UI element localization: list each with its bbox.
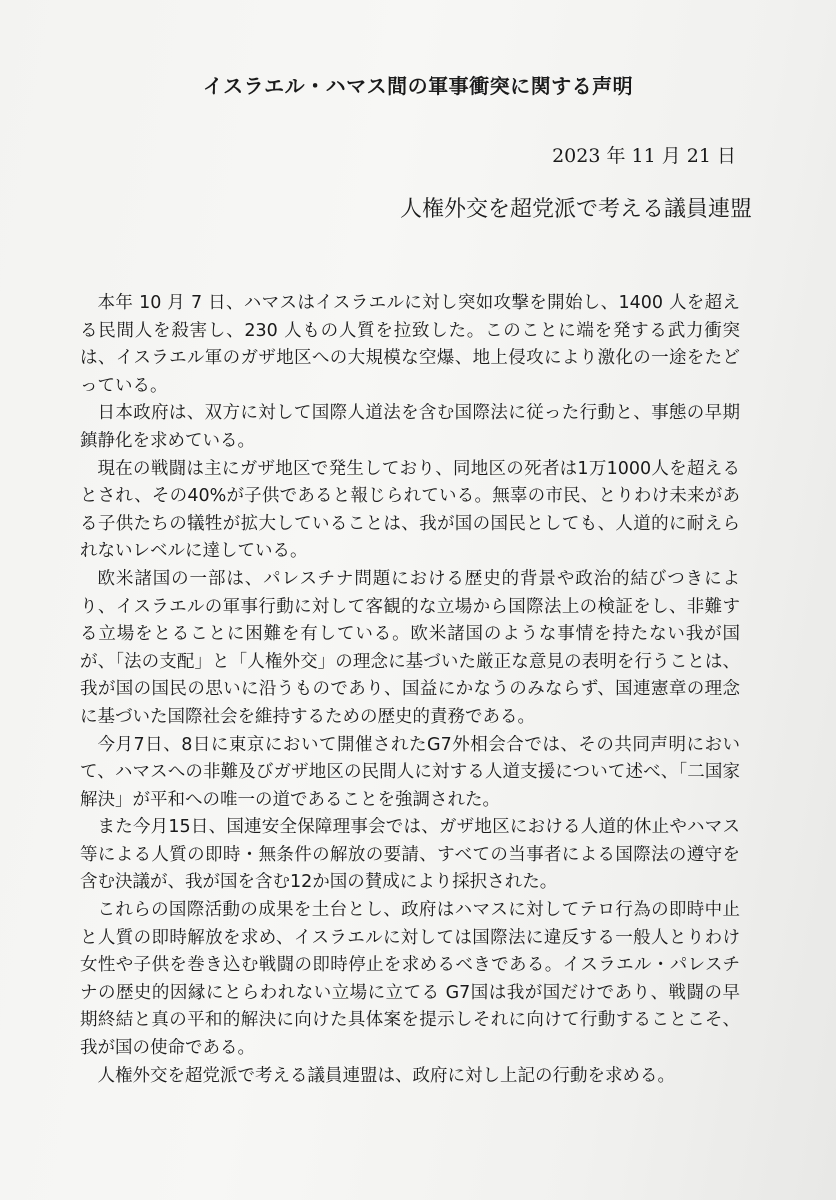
- document-date: 2023 年 11 月 21 日: [552, 145, 736, 167]
- paragraph: 今月7日、8日に東京において開催されたG7外相会合では、その共同声明において、ハマスへの非難及びガザ地区の民間人に対する人道支援について述べ、「二国家解決」が平和への唯一の道であることを強調された。: [80, 734, 740, 810]
- issuing-organization: 人権外交を超党派で考える議員連盟: [399, 197, 752, 222]
- paragraph: また今月15日、国連安全保障理事会では、ガザ地区における人道的休止やハマス等による人質の即時・無条件の解放の要請、すべての当事者による国際法の遵守を含む決議が、我が国を含む12か国の賛成により採択された。: [80, 817, 740, 893]
- document-title: イスラエル・ハマス間の軍事衝突に関する声明: [202, 74, 634, 98]
- paragraph: 本年 10 月 7 日、ハマスはイスラエルに対し突如攻撃を開始し、1400 人を超える民間人を殺害し、230 人もの人質を拉致した。このことに端を発する武力衝突は、イスラエル軍のガザ地区への大規模な空爆、地上侵攻により激化の一途をたどっている。: [80, 293, 740, 396]
- paragraph: 欧米諸国の一部は、パレスチナ問題における歴史的背景や政治的結びつきにより、イスラエルの軍事行動に対して客観的な立場から国際法上の検証をし、非難する立場をとることに困難を有している。欧米諸国のような事情を持たない我が国が、「法の支配」と「人権外交」の理念に基づいた厳正な意見の表明を行うことは、我が国の国民の思いに沿うものであり、国益にかなうのみならず、国連憲章の理念に基づいた国際社会を維持するための歴史的責務である。: [80, 568, 740, 727]
- paragraph: 現在の戦闘は主にガザ地区で発生しており、同地区の死者は1万1000人を超えるとされ、その40%が子供であると報じられている。無辜の市民、とりわけ未来がある子供たちの犠牲が拡大していることは、我が国の国民としても、人道的に耐えられないレベルに達している。: [80, 458, 740, 562]
- paragraph: これらの国際活動の成果を土台とし、政府はハマスに対してテロ行為の即時中止と人質の即時解放を求め、イスラエルに対しては国際法に違反する一般人とりわけ女性や子供を巻き込む戦闘の即時停止を求めるべきである。イスラエル・パレスチナの歴史的因縁にとらわれない立場に立てる G7国は我が国だけであり、戦闘の早期終結と真の平和的解決に向けた具体案を提示しそれに向けて行動することこそ、我が国の使命である。: [80, 900, 740, 1059]
- paragraph: 日本政府は、双方に対して国際人道法を含む国際法に従った行動と、事態の早期鎮静化を求めている。: [80, 403, 740, 451]
- paragraph: 人権外交を超党派で考える議員連盟は、政府に対し上記の行動を求める。: [97, 1065, 675, 1086]
- statement-body: [80, 290, 740, 1090]
